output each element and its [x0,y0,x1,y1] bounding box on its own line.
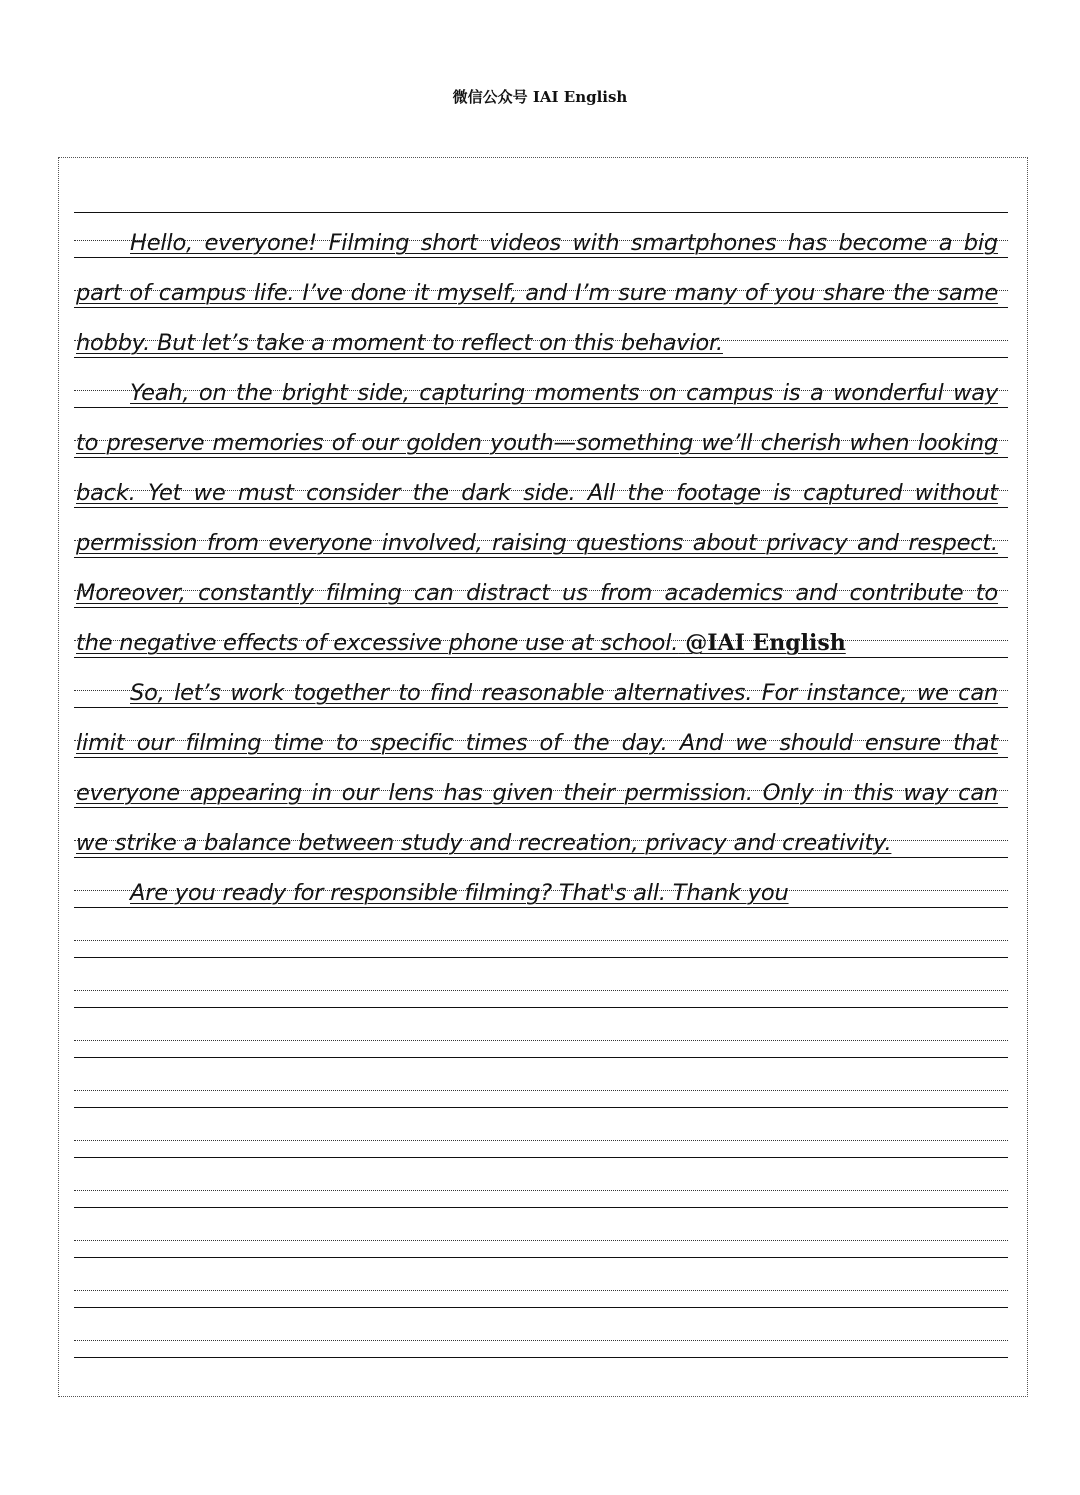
essay-line: we strike a balance between study and recreation, privacy and creativity. [76,830,892,856]
page-header: 微信公众号 IAI English [452,88,628,106]
essay-line: hobby. But let’s take a moment to reflect on this behavior. [76,330,723,356]
essay-line: So, let’s work together to find reasonable alternatives. For instance, we can [130,680,998,706]
essay-line: everyone appearing in our lens has given their permission. Only in this way can [76,780,998,806]
essay-line-with-watermark [76,628,998,658]
essay-line: Moreover, constantly filming can distract us from academics and contribute to [76,580,998,606]
essay-line-text: the negative effects of excessive phone use at school. [76,630,679,656]
essay-line: Hello, everyone! Filming short videos with smartphones has become a big [130,230,998,256]
essay-line: back. Yet we must consider the dark side. All the footage is captured without [76,480,998,506]
essay-line: Yeah, on the bright side, capturing moments on campus is a wonderful way [130,380,998,406]
essay-line: permission from everyone involved, raising questions about privacy and respect. [76,530,998,556]
essay-line: part of campus life. I’ve done it myself, and I’m sure many of you share the same [76,280,998,306]
essay-line: Are you ready for responsible filming? That's all. Thank you [130,880,789,906]
watermark: @IAI English [685,630,846,656]
essay-line: limit our filming time to specific times of the day. And we should ensure that [76,730,998,756]
essay-line: to preserve memories of our golden youth—something we’ll cherish when looking [76,430,998,456]
